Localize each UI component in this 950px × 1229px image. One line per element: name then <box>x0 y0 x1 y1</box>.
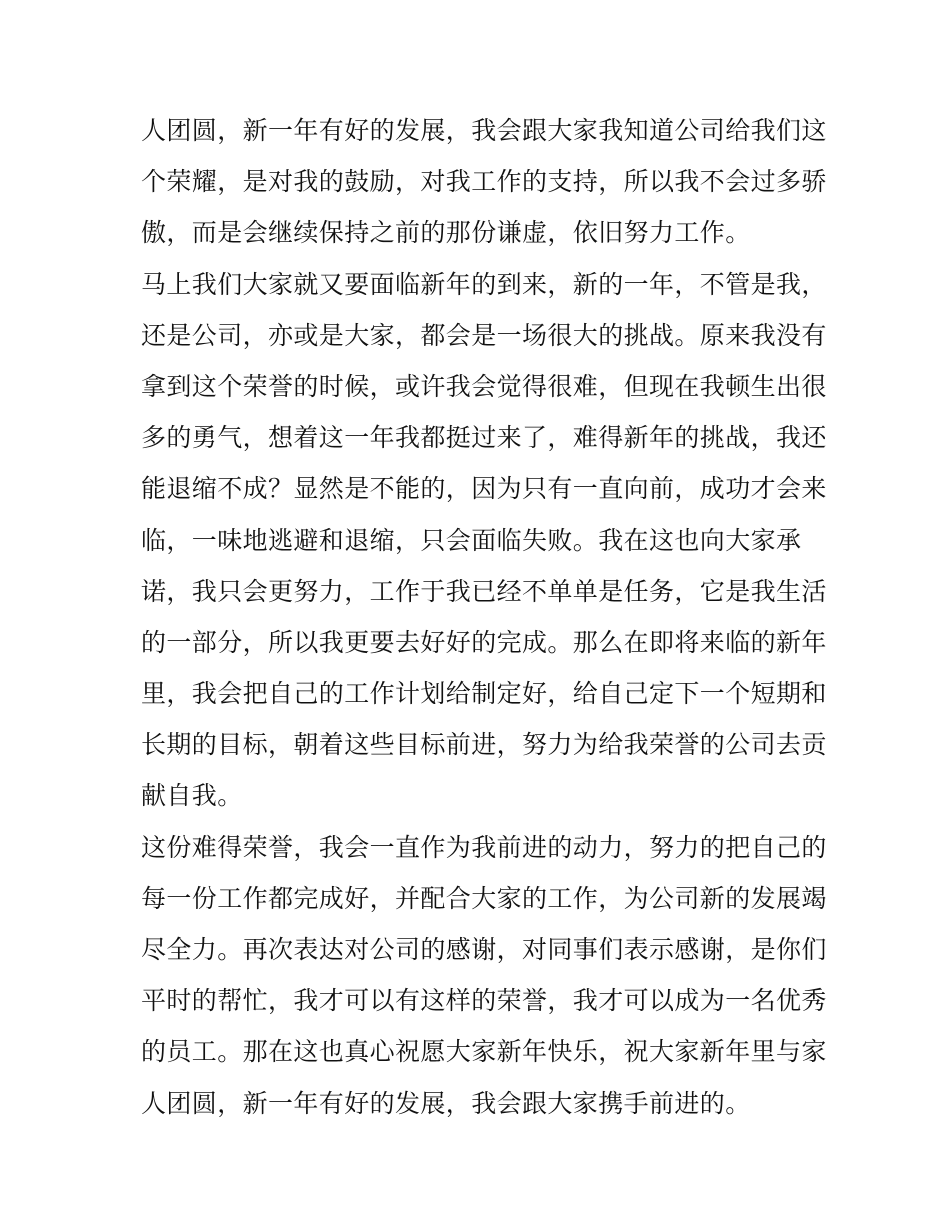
text-line: 拿到这个荣誉的时候，或许我会觉得很难，但现在我顿生出很 <box>141 371 827 401</box>
text-line: 人团圆，新一年有好的发展，我会跟大家携手前进的。 <box>141 1088 751 1118</box>
text-line: 人团圆，新一年有好的发展，我会跟大家我知道公司给我们这 <box>141 116 827 145</box>
text-line: 长期的目标，朝着这些目标前进，努力为给我荣誉的公司去贡 <box>141 730 827 760</box>
body-text <box>141 105 827 1129</box>
text-line: 马上我们大家就又要面临新年的到来，新的一年，不管是我， <box>141 269 827 299</box>
text-line: 个荣耀，是对我的鼓励，对我工作的支持，所以我不会过多骄 <box>141 167 827 197</box>
text-line: 这份难得荣誉，我会一直作为我前进的动力，努力的把自己的 <box>141 832 827 862</box>
text-line: 里，我会把自己的工作计划给制定好，给自己定下一个短期和 <box>141 679 827 709</box>
text-line: 还是公司，亦或是大家，都会是一场很大的挑战。原来我没有 <box>141 320 827 350</box>
text-line: 每一份工作都完成好，并配合大家的工作，为公司新的发展竭 <box>141 883 827 913</box>
text-line: 平时的帮忙，我才可以有这样的荣誉，我才可以成为一名优秀 <box>141 986 827 1016</box>
text-line: 傲，而是会继续保持之前的那份谦虚，依旧努力工作。 <box>141 218 751 248</box>
text-line: 的一部分，所以我更要去好好的完成。那么在即将来临的新年 <box>141 627 827 657</box>
text-line: 献自我。 <box>141 781 243 811</box>
text-line: 临，一味地逃避和退缩，只会面临失败。我在这也向大家承 <box>141 525 802 555</box>
text-line: 的员工。那在这也真心祝愿大家新年快乐，祝大家新年里与家 <box>141 1037 827 1067</box>
text-line: 多的勇气，想着这一年我都挺过来了，难得新年的挑战，我还 <box>141 423 827 453</box>
text-line: 能退缩不成？显然是不能的，因为只有一直向前，成功才会来 <box>141 474 827 504</box>
text-line: 尽全力。再次表达对公司的感谢，对同事们表示感谢，是你们 <box>141 935 827 964</box>
text-line: 诺，我只会更努力，工作于我已经不单单是任务，它是我生活 <box>141 576 827 606</box>
